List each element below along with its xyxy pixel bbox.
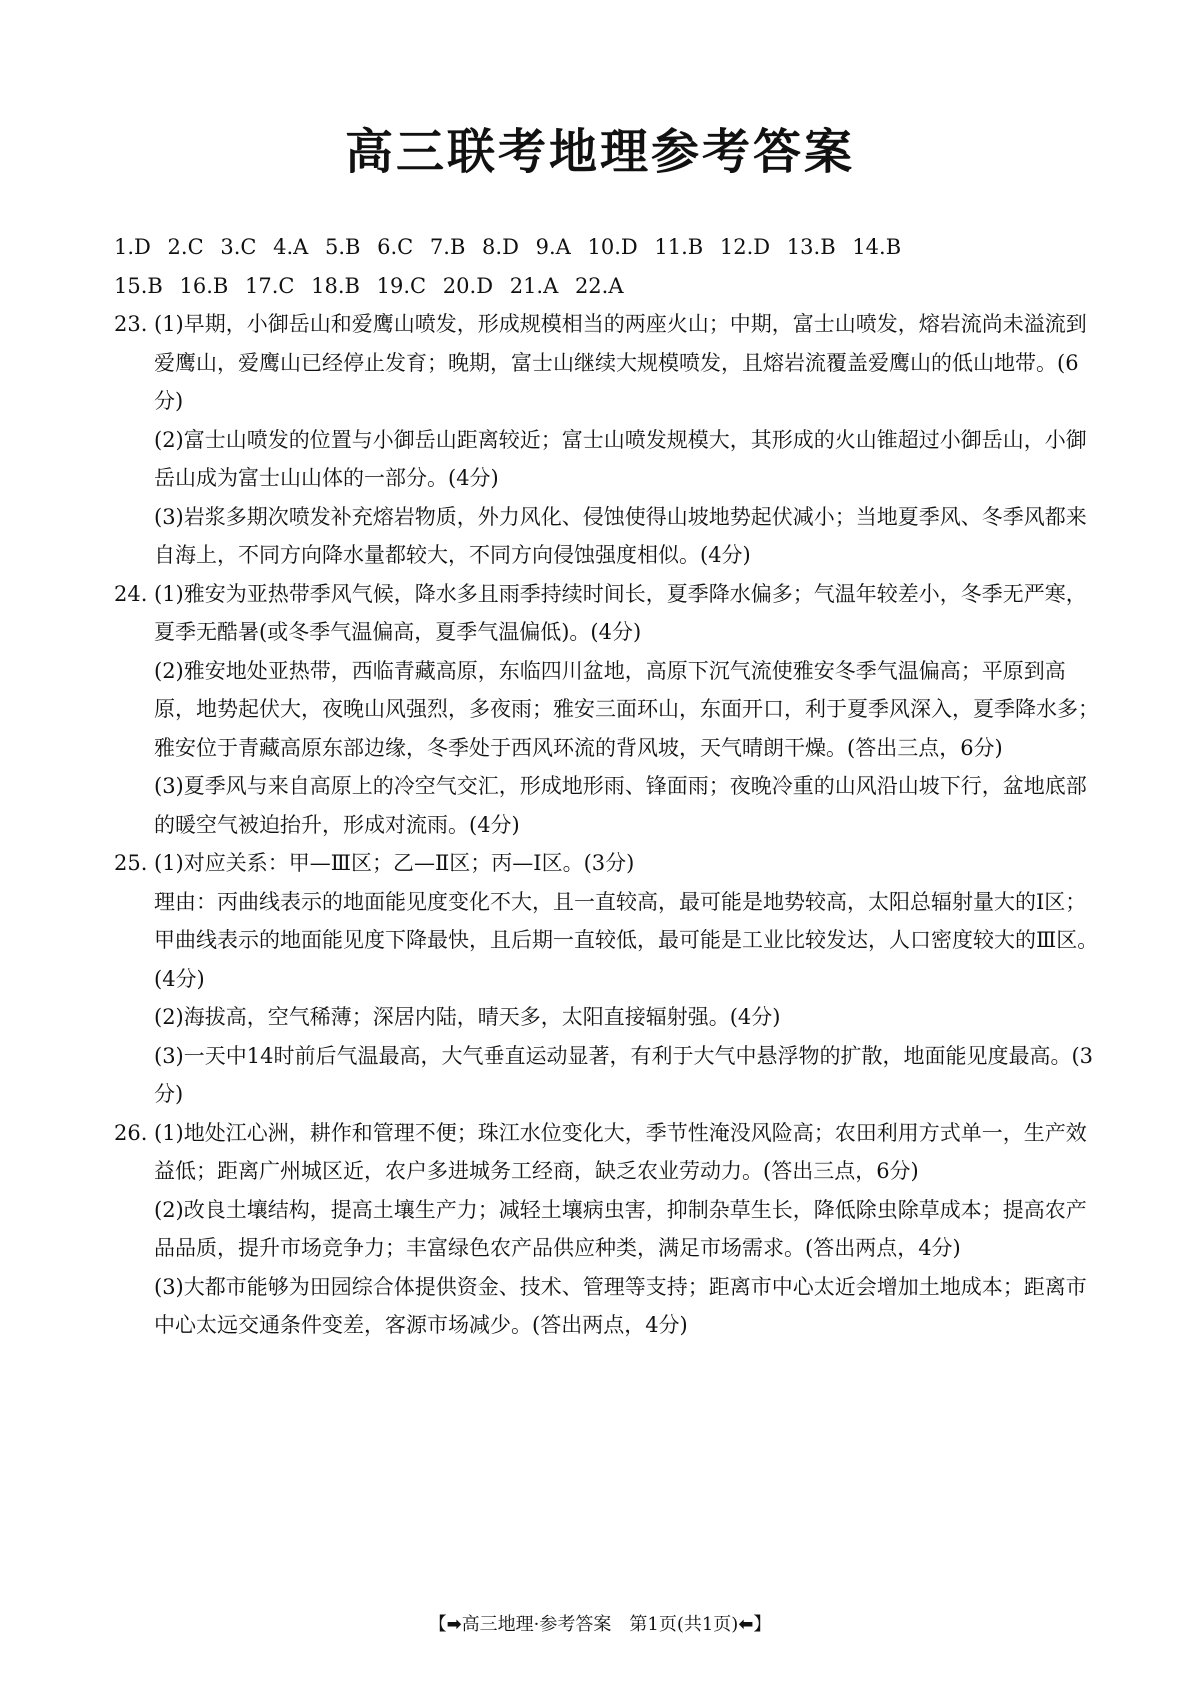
q23-number: 23. bbox=[114, 312, 148, 336]
footer-left-bracket: 【 bbox=[428, 1614, 447, 1635]
question-26 bbox=[114, 1114, 1104, 1345]
q25-part-2: (2)海拔高，空气稀薄；深居内陆，晴天多，太阳直接辐射强。(4分) bbox=[154, 1005, 781, 1029]
q24-part-2: (2)雅安地处亚热带，西临青藏高原，东临四川盆地，高原下沉气流使雅安冬季气温偏高；平原到高原，地势起伏大，夜晚山风强烈，多夜雨；雅安三面环山，东面开口，利于夏季风深入，夏季降水多；雅安位于青藏高原东部边缘，冬季处于西风环流的背风坡，天气晴朗干燥。(答出三点，6分) bbox=[154, 658, 1099, 760]
page-footer bbox=[0, 1612, 1200, 1638]
q26-part-1-text: (1)地处江心洲，耕作和管理不便；珠江水位变化大，季节性淹没风险高；农田利用方式单一，生产效益低；距离广州城区近，农户多进城务工经商，缺乏农业劳动力。(答出三点，6分) bbox=[154, 1120, 1087, 1183]
q23-part-1 bbox=[114, 305, 1104, 421]
arrow-right-icon: ➡ bbox=[446, 1614, 462, 1635]
mc-answers-row-1: 1.D 2.C 3.C 4.A 5.B 6.C 7.B 8.D 9.A 10.D 11.B 12.D 13.B 14.B bbox=[114, 235, 902, 259]
arrow-left-icon: ⬅ bbox=[738, 1614, 754, 1635]
page-title: 高三联考地理参考答案 bbox=[344, 124, 855, 180]
answer-content bbox=[114, 228, 1104, 1345]
q26-number: 26. bbox=[114, 1120, 148, 1145]
q25-part-1-text: (1)对应关系：甲—Ⅲ区；乙—Ⅱ区；丙—Ⅰ区。(3分) bbox=[154, 851, 635, 875]
q26-part-1 bbox=[114, 1114, 1104, 1191]
mc-answers-row-2: 15.B 16.B 17.C 18.B 19.C 20.D 21.A 22.A bbox=[114, 273, 624, 298]
q24-number: 24. bbox=[114, 581, 148, 606]
q26-part-3: (3)大都市能够为田园综合体提供资金、技术、管理等支持；距离市中心太近会增加土地成本；距离市中心太远交通条件变差，客源市场减少。(答出两点，4分) bbox=[154, 1274, 1087, 1337]
q24-part-1 bbox=[114, 575, 1104, 652]
q24-part-3: (3)夏季风与来自高原上的冷空气交汇，形成地形雨、锋面雨；夜晚冷重的山风沿山坡下行，盆地底部的暖空气被迫抬升，形成对流雨。(4分) bbox=[154, 774, 1087, 837]
question-23 bbox=[114, 305, 1104, 575]
q23-part-1-text: (1)早期，小御岳山和爱鹰山喷发，形成规模相当的两座火山；中期，富士山喷发，熔岩流尚未溢流到爱鹰山，爱鹰山已经停止发育；晚期，富士山继续大规模喷发，且熔岩流覆盖爱鹰山的低山地带。(6分) bbox=[154, 312, 1087, 413]
q25-part-3: (3)一天中14时前后气温最高，大气垂直运动显著，有利于大气中悬浮物的扩散，地面能见度最高。(3分) bbox=[154, 1043, 1094, 1106]
footer-text: 高三地理·参考答案 第1页(共1页) bbox=[461, 1614, 739, 1635]
q23-part-3: (3)岩浆多期次喷发补充熔岩物质，外力风化、侵蚀使得山坡地势起伏减小；当地夏季风、冬季风都来自海上，不同方向降水量都较大，不同方向侵蚀强度相似。(4分) bbox=[154, 504, 1087, 567]
footer-right-bracket: 】 bbox=[753, 1614, 772, 1635]
q25-part-1-reason: 理由：丙曲线表示的地面能见度变化不大，且一直较高，最可能是地势较高，太阳总辐射量大的Ⅰ区；甲曲线表示的地面能见度下降最快，且后期一直较低，最可能是工业比较发达，人口密度较大的Ⅲ区。(4分) bbox=[154, 889, 1099, 991]
question-24 bbox=[114, 575, 1104, 845]
question-25 bbox=[114, 844, 1104, 1114]
q25-number: 25. bbox=[114, 851, 148, 875]
q24-part-1-text: (1)雅安为亚热带季风气候，降水多且雨季持续时间长，夏季降水偏多；气温年较差小，冬季无严寒，夏季无酷暑(或冬季气温偏高，夏季气温偏低)。(4分) bbox=[154, 581, 1087, 644]
q23-part-2: (2)富士山喷发的位置与小御岳山距离较近；富士山喷发规模大，其形成的火山锥超过小御岳山，小御岳山成为富士山山体的一部分。(4分) bbox=[154, 427, 1087, 490]
q25-part-1 bbox=[114, 844, 1104, 883]
q26-part-2: (2)改良土壤结构，提高土壤生产力；减轻土壤病虫害，抑制杂草生长，降低除虫除草成本；提高农产品品质，提升市场竞争力；丰富绿色农产品供应种类，满足市场需求。(答出两点，4分) bbox=[154, 1197, 1087, 1260]
